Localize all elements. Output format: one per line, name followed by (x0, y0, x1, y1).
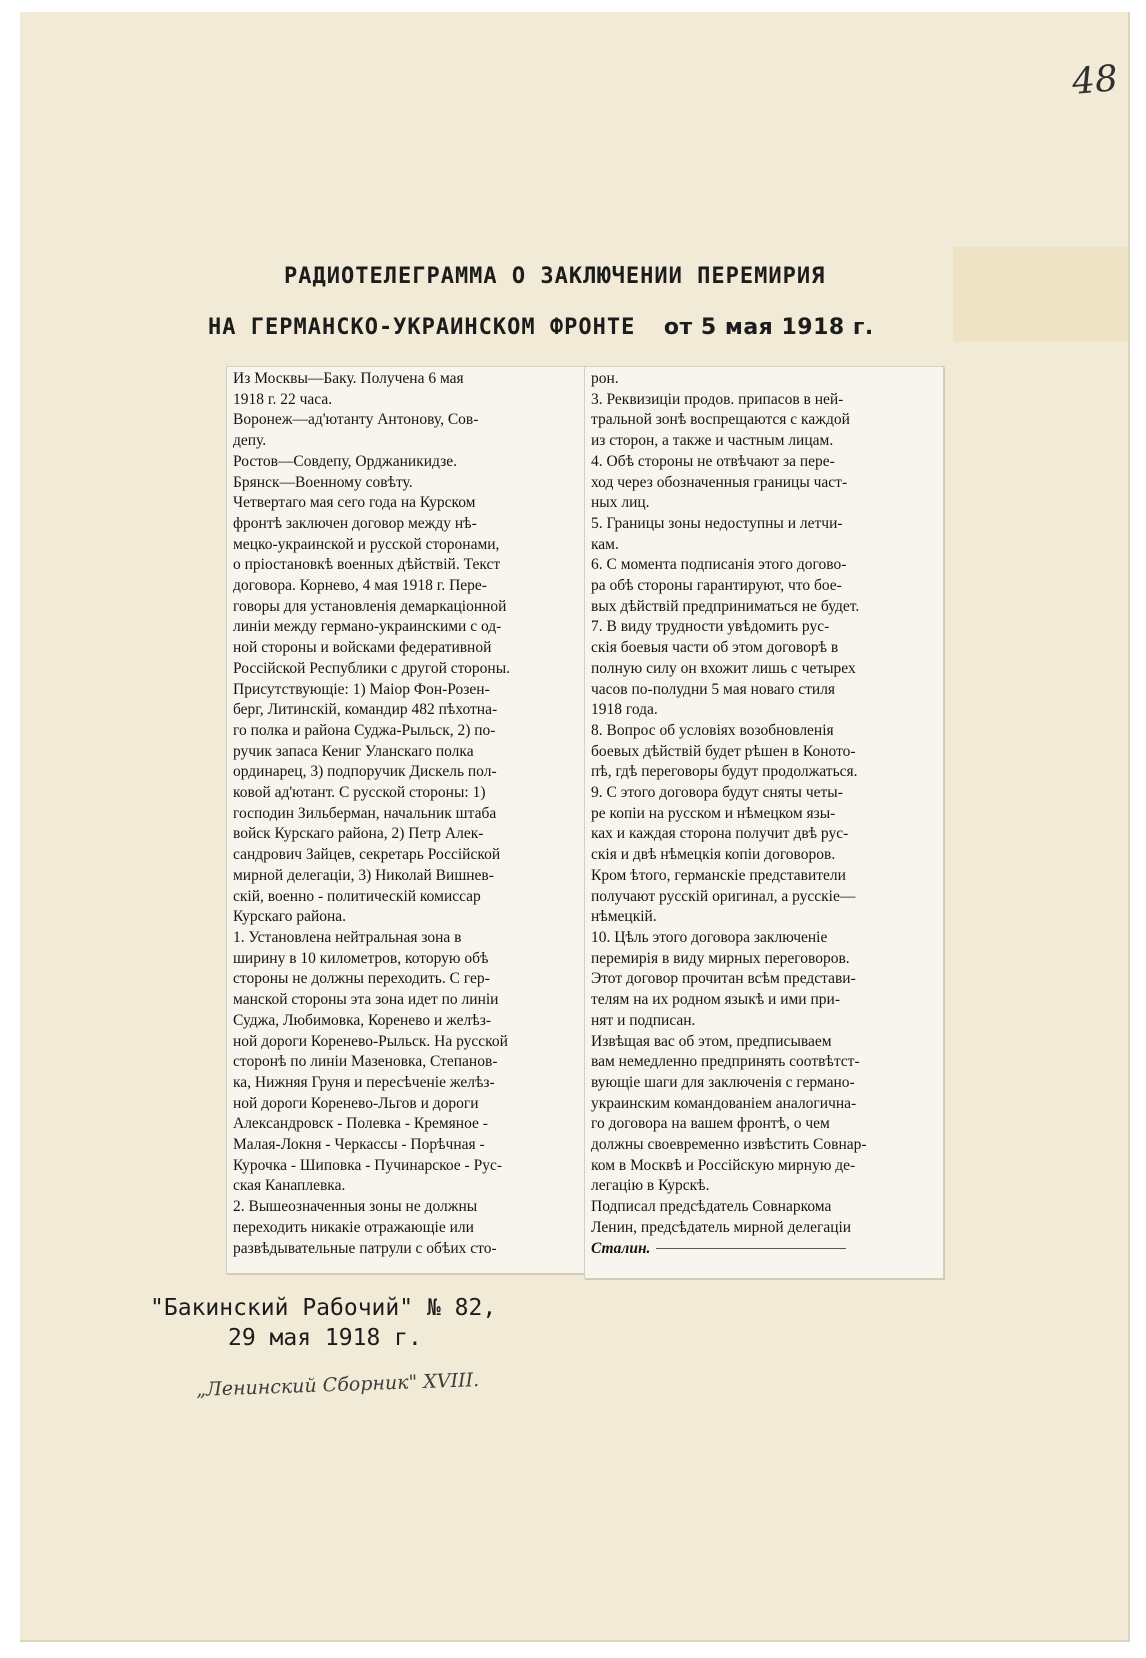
text-line: Ленин, предсѣдатель мирной делегаціи (591, 1218, 852, 1236)
text-line: 5. Границы зоны недоступны и летчи- (591, 514, 843, 532)
source-citation-line-2: 29 мая 1918 г. (228, 1325, 422, 1351)
text-line: украинским командованіем аналогична- (591, 1094, 857, 1112)
text-line: депу. (233, 432, 267, 450)
text-line: 4. Обѣ стороны не отвѣчают за пере- (591, 452, 835, 470)
text-line: Суджа, Любимовка, Коренево и желѣз- (233, 1011, 491, 1029)
text-line: Александровск - Полевка - Кремяное - (233, 1115, 488, 1133)
text-line: ках и каждая сторона получит двѣ рус- (591, 825, 849, 843)
text-line: развѣдывательные патрули с обѣих сто- (233, 1239, 497, 1257)
text-line: ход через обозначенныя границы част- (591, 473, 848, 491)
text-line: 6. С момента подписанія этого догово- (591, 556, 847, 574)
handwritten-note: „Ленинский Сборник" XVIII. (195, 1369, 480, 1401)
signature-line (591, 1239, 935, 1260)
text-line: Из Москвы—Баку. Получена 6 мая (233, 370, 464, 387)
text-line: 8. Вопрос об условіях возобновленія (591, 721, 834, 739)
text-line: перемирія в виду мирных переговоров. (591, 949, 850, 967)
text-line: кам. (591, 535, 619, 553)
text-line: го полка и района Суджа-Рыльск, 2) по- (233, 721, 496, 739)
text-line: ной стороны и войсками федеративной (233, 639, 492, 657)
text-line: ной дороги Коренево-Льгов и дороги (233, 1094, 479, 1112)
archive-sheet (20, 12, 1130, 1642)
title-date: от 5 мая 1918 г. (663, 315, 874, 340)
text-line: ручик запаса Кениг Уланскаго полка (233, 742, 474, 760)
text-line: 9. С этого договора будут сняты четы- (591, 784, 843, 802)
text-line: стороны не должны переходить. С гер- (233, 970, 490, 988)
text-line: часов по-полудни 5 мая новаго стиля (591, 680, 836, 698)
text-line: боевых дѣйствій будет рѣшен в Коното- (591, 742, 856, 760)
text-line: Четвертаго мая сего года на Курском (233, 494, 476, 512)
text-line: скій, военно - политическій комиссар (233, 887, 481, 905)
text-line: Малая-Локня - Черкассы - Порѣчная - (233, 1136, 485, 1154)
text-line: Курочка - Шиповка - Пучинарское - Рус- (233, 1156, 503, 1174)
text-line: ком в Москвѣ и Россійскую мирную де- (591, 1156, 856, 1174)
text-line: вующіе шаги для заключенія с германо- (591, 1073, 855, 1091)
text-line: ская Канаплевка. (233, 1177, 346, 1195)
text-line: мецко-украинской и русской сторонами, (233, 535, 500, 553)
text-line: вам немедленно предпринять соотвѣтст- (591, 1053, 860, 1071)
paper-stain (953, 247, 1128, 342)
text-line: 1. Установлена нейтральная зона в (233, 928, 462, 946)
text-line: рон. (591, 370, 619, 387)
text-line: манской стороны эта зона идет по линіи (233, 991, 499, 1009)
text-line: договора. Корнево, 4 мая 1918 г. Пере- (233, 577, 487, 595)
text-line: ре копіи на русском и нѣмецком язы- (591, 804, 836, 822)
text-line: фронтѣ заключен договор между нѣ- (233, 514, 477, 532)
text-line: Курскаго района. (233, 908, 347, 926)
text-line: нят и подписан. (591, 1011, 696, 1029)
text-line: говоры для установленія демаркаціонной (233, 597, 507, 615)
text-line: Брянск—Военному совѣту. (233, 473, 413, 491)
text-line: Ростов—Совдепу, Орджаникидзе. (233, 452, 458, 470)
text-line: тральной зонѣ воспрещаются с каждой (591, 411, 850, 429)
text-line: должны своевременно извѣстить Совнар- (591, 1136, 867, 1154)
text-line: линіи между германо-украинскими с од- (233, 618, 502, 636)
text-line: сторонѣ по линіи Мазеновка, Степанов- (233, 1053, 498, 1071)
text-line: 2. Вышеозначенныя зоны не должны (233, 1198, 478, 1216)
text-line: войск Курскаго района, 2) Петр Алек- (233, 825, 484, 843)
text-line: ширину в 10 километров, которую обѣ (233, 949, 489, 967)
text-line: мирной делегаціи, 3) Николай Вишнев- (233, 866, 494, 884)
text-line: Этот договор прочитан всѣм представи- (591, 970, 856, 988)
text-line: ных лиц. (591, 494, 650, 512)
text-line: скія боевыя части об этом договорѣ в (591, 639, 839, 657)
title-front: НА ГЕРМАНСКО-УКРАИНСКОМ ФРОНТЕ (208, 315, 636, 340)
text-line: Кром ѣтого, германскіе представители (591, 866, 846, 884)
text-line: господин Зильберман, начальник штаба (233, 804, 497, 822)
text-line: из сторон, а также и частным лицам. (591, 432, 834, 450)
text-line: ка, Нижняя Груня и пересѣченіе желѣз- (233, 1073, 495, 1091)
text-line: вых дѣйствій предприниматься не будет. (591, 597, 860, 615)
text-line: 7. В виду трудности увѣдомить рус- (591, 618, 830, 636)
newspaper-clipping-left (226, 366, 586, 1274)
text-line: Подписал предсѣдатель Совнаркома (591, 1198, 832, 1216)
text-line: ной дороги Коренево-Рыльск. На русской (233, 1032, 508, 1050)
text-line: полную силу он вхожит лишь с четырех (591, 659, 856, 677)
text-line: ординарец, 3) подпоручик Дискель пол- (233, 763, 497, 781)
text-line: о пріостановкѣ военных дѣйствій. Текст (233, 556, 501, 574)
text-line: берг, Литинскій, командир 482 пѣхотна- (233, 701, 498, 719)
text-line: переходить никакіе отражающіе или (233, 1218, 474, 1236)
clipping-text-left (233, 369, 577, 1259)
text-line: ковой ад'ютант. С русской стороны: 1) (233, 784, 486, 802)
text-line: го договора на вашем фронтѣ, о чем (591, 1115, 830, 1133)
text-line: пѣ, гдѣ переговоры будут продолжаться. (591, 763, 858, 781)
text-line: ра обѣ стороны гарантируют, что бое- (591, 577, 842, 595)
text-line: сандрович Зайцев, секретарь Россійской (233, 846, 501, 864)
text-line: 1918 г. 22 часа. (233, 390, 333, 408)
text-line: телям на их родном языкѣ и ими при- (591, 991, 840, 1009)
text-line: Россійской Республики с другой стороны. (233, 659, 511, 677)
source-citation-line-1: "Бакинский Рабочий" № 82, (150, 1295, 497, 1321)
text-line: 1918 года. (591, 701, 658, 719)
text-line: Присутствующіе: 1) Маіор Фон-Розен- (233, 680, 490, 698)
page-number: 48 (1070, 58, 1120, 103)
newspaper-clipping-right (584, 366, 944, 1279)
text-line: Воронеж—ад'ютанту Антонову, Сов- (233, 411, 479, 429)
signature-rule (656, 1248, 846, 1249)
text-line: нѣмецкій. (591, 908, 657, 926)
text-line: скія и двѣ нѣмецкія копіи договоров. (591, 846, 836, 864)
text-line: легацію в Курскѣ. (591, 1177, 710, 1195)
document-title-line-1: РАДИОТЕЛЕГРАММА О ЗАКЛЮЧЕНИИ ПЕРЕМИРИЯ (284, 264, 826, 289)
text-line: 10. Цѣль этого договора заключеніе (591, 928, 828, 946)
text-line: получают русскій оригинал, а русскіе— (591, 887, 856, 905)
text-line: 3. Реквизиціи продов. припасов в ней- (591, 390, 844, 408)
document-title-line-2 (208, 315, 874, 340)
clipping-text-right (591, 369, 935, 1259)
text-line: Извѣщая вас об этом, предписываем (591, 1032, 832, 1050)
signature-stalin: Сталин. (591, 1239, 651, 1257)
